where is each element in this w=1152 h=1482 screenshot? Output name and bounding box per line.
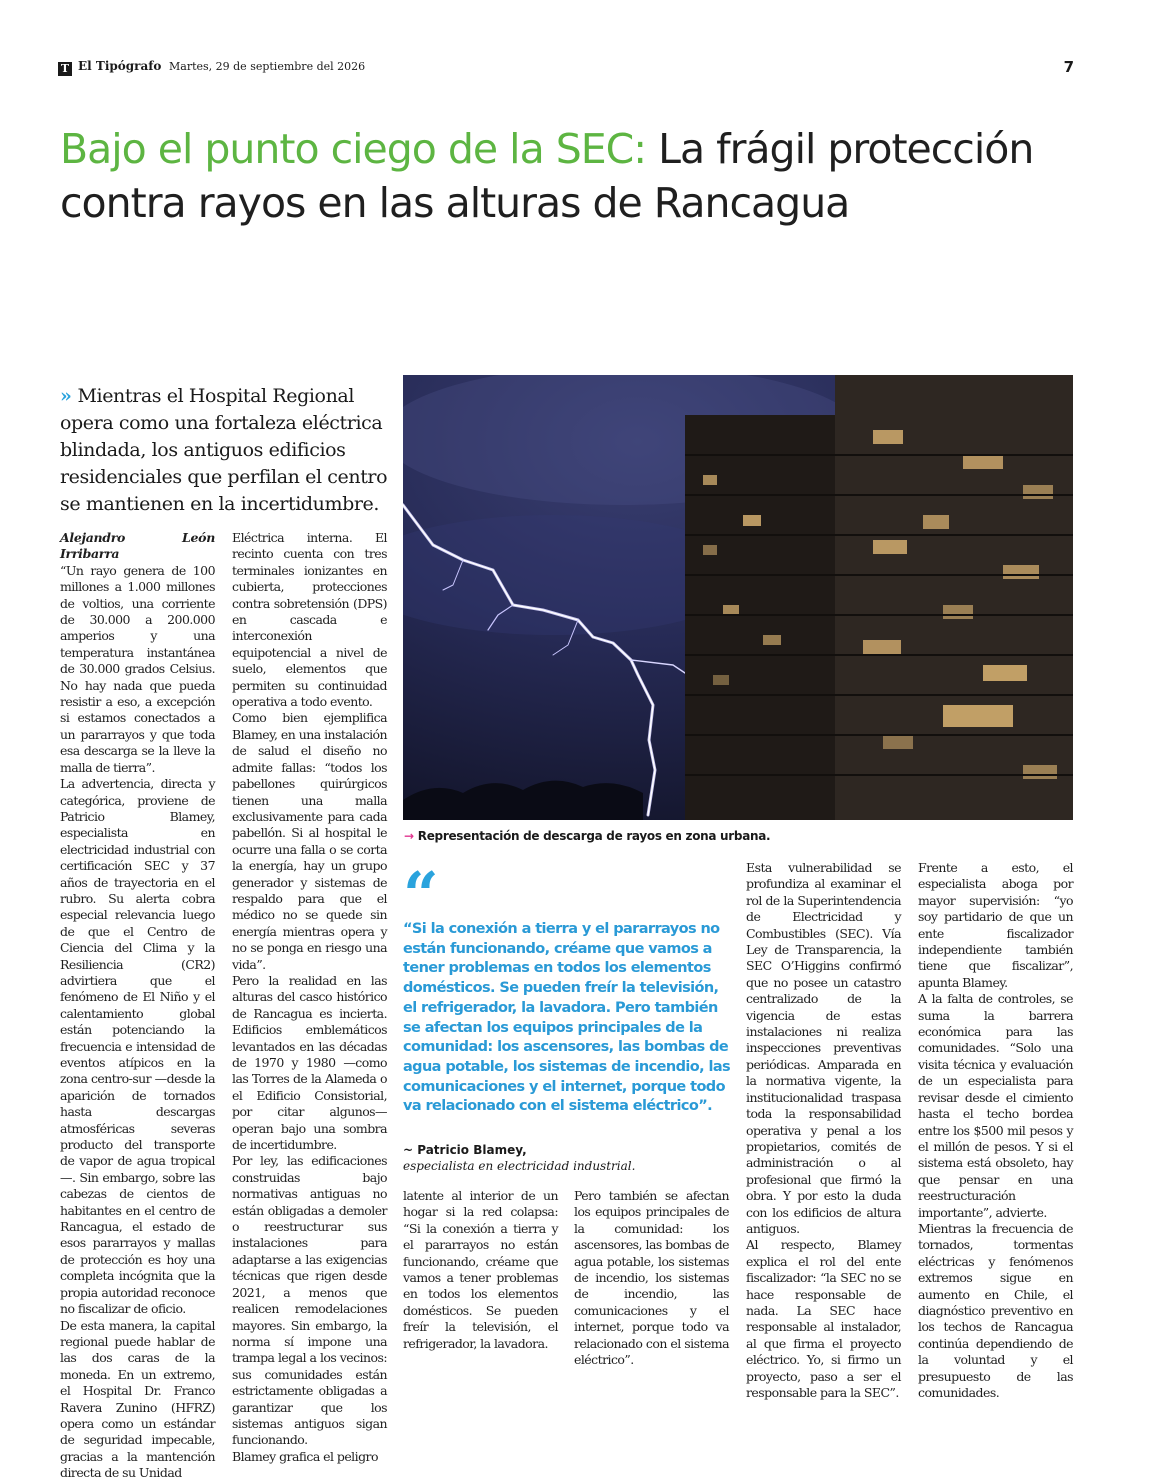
- page-header: [58, 58, 1074, 82]
- article-lead: [60, 383, 390, 518]
- article-column-3a: [403, 1188, 558, 1352]
- paragraph: Eléctrica interna. El recinto cuenta con tres terminales ionizantes en cubierta, protecciones contra sobretensión (DPS) en cascada e interconexión equipotencial a nivel de suelo, elementos que permiten su continuidad operativa a todo evento.: [232, 530, 387, 710]
- byline: Alejandro León Irribarra: [60, 530, 215, 562]
- caption-arrow-icon: →: [404, 829, 414, 843]
- paragraph: Esta vulnerabilidad se profundiza al examinar el rol de la Superintendencia de Electricidad y Combustibles (SEC). Vía Ley de Transparencia, la SEC O’Higgins confirmó que no posee un catastro centralizado de la vigencia de estas instalaciones ni realiza inspecciones preventivas periódicas. Amparada en la normativa vigente, la institucionalidad traspasa toda la responsabilidad operativa y penal a los propietarios, comités de administración o al profesional que firmó la obra. Y por esto la duda con los edificios de altura antiguos.: [746, 860, 901, 1236]
- paragraph: A la falta de controles, se suma la barrera económica para las comunidades. “Solo una visita técnica y evaluación de un especialista para revisar desde el cimiento hasta el techo bordea entre los $500 mil pesos y el millón de pesos. Y si el sistema está obsoleto, hay que pensar en una reestructuración importante”, advierte.: [918, 991, 1073, 1220]
- article-column-1: [60, 530, 215, 1482]
- apartment-building: [685, 375, 1073, 820]
- article-column-5: [918, 860, 1073, 1401]
- quote-mark-icon: “: [403, 858, 433, 931]
- paragraph: Frente a esto, el especialista aboga por mayor supervisión: “yo soy partidario de que un ente fiscalizador independiente también tiene que fiscalizar”, apunta Blamey.: [918, 860, 1073, 990]
- page-number: 7: [1063, 58, 1074, 76]
- lead-text: Mientras el Hospital Regional opera como una fortaleza eléctrica blindada, los antiguos edificios residenciales que perfilan el centro se mantienen en la incertidumbre.: [60, 385, 388, 515]
- newspaper-name: El Tipógrafo: [78, 59, 162, 73]
- issue-date: Martes, 29 de septiembre del 2026: [169, 60, 366, 73]
- headline-kicker: Bajo el punto ciego de la SEC:: [60, 125, 647, 173]
- article-column-2: [232, 530, 387, 1465]
- paragraph: Blamey grafica el peligro: [232, 1448, 378, 1464]
- paragraph: De esta manera, la capital regional puede hablar de las dos caras de la moneda. En un extremo, el Hospital Dr. Franco Ravera Zunino (HFRZ) opera como un estándar de seguridad impecable, gracias a la mantención directa de su Unidad: [60, 1317, 215, 1481]
- pull-quote-attribution: ~ Patricio Blamey,: [403, 1143, 527, 1158]
- paragraph: Pero también se afectan los equipos principales de la comunidad: los ascensores, las bombas de agua potable, los sistemas de incendio, los sistemas de incendio, las comunicaciones y el internet, porque todo va relacionado con el sistema eléctrico”.: [574, 1188, 729, 1368]
- paragraph: Mientras la frecuencia de tornados, tormentas eléctricas y fenómenos extremos sigue en aumento en Chile, el diagnóstico preventivo en los techos de Rancagua continúa dependiendo de la voluntad y el presupuesto de las comunidades.: [918, 1220, 1073, 1400]
- paragraph: Pero la realidad en las alturas del casco histórico de Rancagua es incierta. Edificios emblemáticos levantados en las décadas de 1970 y 1980 —como las Torres de la Alameda o el Edificio Consistorial, por citar algunos— operan bajo una sombra de incertidumbre.: [232, 972, 387, 1153]
- paragraph: “Un rayo genera de 100 millones a 1.000 millones de voltios, una corriente de 30.000 a 200.000 amperios y una temperatura instantánea de 30.000 grados Celsius. No hay nada que pueda resistir a eso, a excepción si estamos conectados a un pararrayos y que toda esa descarga se la lleve la malla de tierra”.: [60, 562, 215, 775]
- newspaper-logo-icon: T: [58, 62, 72, 76]
- article-column-3b: [574, 1188, 729, 1368]
- paragraph: La advertencia, directa y categórica, proviene de Patricio Blamey, especialista en electricidad industrial con certificación SEC y 37 años de trayectoria en el rubro. Su alerta cobra especial relevancia luego de que el Centro de Ciencia del Clima y la Resiliencia (CR2) advirtiera que el fenómeno de El Niño y el calentamiento global están potenciando la frecuencia e intensidad de eventos atípicos en la zona centro-sur —desde la aparición de tornados hasta descargas atmosféricas severas producto del transporte de vapor de agua tropical—. Sin embargo, sobre las cabezas de cientos de habitantes en el centro de Rancagua, el estado de esos pararrayos y mallas de protección es hoy una completa incógnita que la propia autoridad reconoce no fiscalizar de oficio.: [60, 776, 215, 1317]
- paragraph: Al respecto, Blamey explica el rol del ente fiscalizador: “la SEC no se hace responsable de nada. La SEC hace responsable al instalador, al que firma el proyecto eléctrico. Yo, si firmo un proyecto, paso a ser el responsable para la SEC”.: [746, 1237, 901, 1400]
- photo-illustration: [403, 375, 1073, 820]
- paragraph: Como bien ejemplifica Blamey, en una instalación de salud el diseño no admite fallas: “todos los pabellones quirúrgicos tienen una malla exclusivamente para cada pabellón. Si al hospital le ocurre una falla o se corta la energía, hay un grupo generador y sistemas de respaldo para que el médico no se quede sin energía mientras opera y no se ponga en riesgo una vida”.: [232, 710, 387, 972]
- pull-quote: [403, 858, 733, 1174]
- article-headline: [60, 122, 1060, 230]
- pull-quote-role: especialista en electricidad industrial.: [403, 1159, 636, 1174]
- photo-caption: [404, 829, 770, 843]
- paragraph: Por ley, las edificaciones construidas bajo normativas antiguas no están obligadas a demoler o reestructurar sus instalaciones para adaptarse a las exigencias técnicas que rigen desde 2021, a menos que realicen remodelaciones mayores. Sin embargo, la norma sí impone una trampa legal a los vecinos: sus comunidades están estrictamente obligadas a garantizar que los sistemas antiguos sigan funcionando.: [232, 1153, 387, 1448]
- paragraph: latente al interior de un hogar si la red colapsa: “Si la conexión a tierra y el pararrayos no están funcionando, créame que vamos a tener problemas en todos los elementos domésticos. Se pueden freír la televisión, el refrigerador, la lavadora.: [403, 1188, 558, 1351]
- caption-text: Representación de descarga de rayos en zona urbana.: [417, 829, 771, 843]
- headline-title: La frágil protección contra rayos en las alturas de Rancagua: [60, 125, 1034, 227]
- pull-quote-text: “Si la conexión a tierra y el pararrayos no están funcionando, créame que vamos a tener problemas en todos los elementos domésticos. Se pueden freír la televisión, el refrigerador, la lavadora. Pero también se afectan los equipos principales de la comunidad: los ascensores, las bombas de agua potable, los sistemas de incendio, las comunicaciones y el internet, porque todo va relacionado con el sistema eléctrico”.: [403, 921, 731, 1115]
- lightning-building-photo: [403, 375, 1073, 820]
- article-column-4: [746, 860, 901, 1401]
- lead-arrow-icon: »: [60, 385, 72, 407]
